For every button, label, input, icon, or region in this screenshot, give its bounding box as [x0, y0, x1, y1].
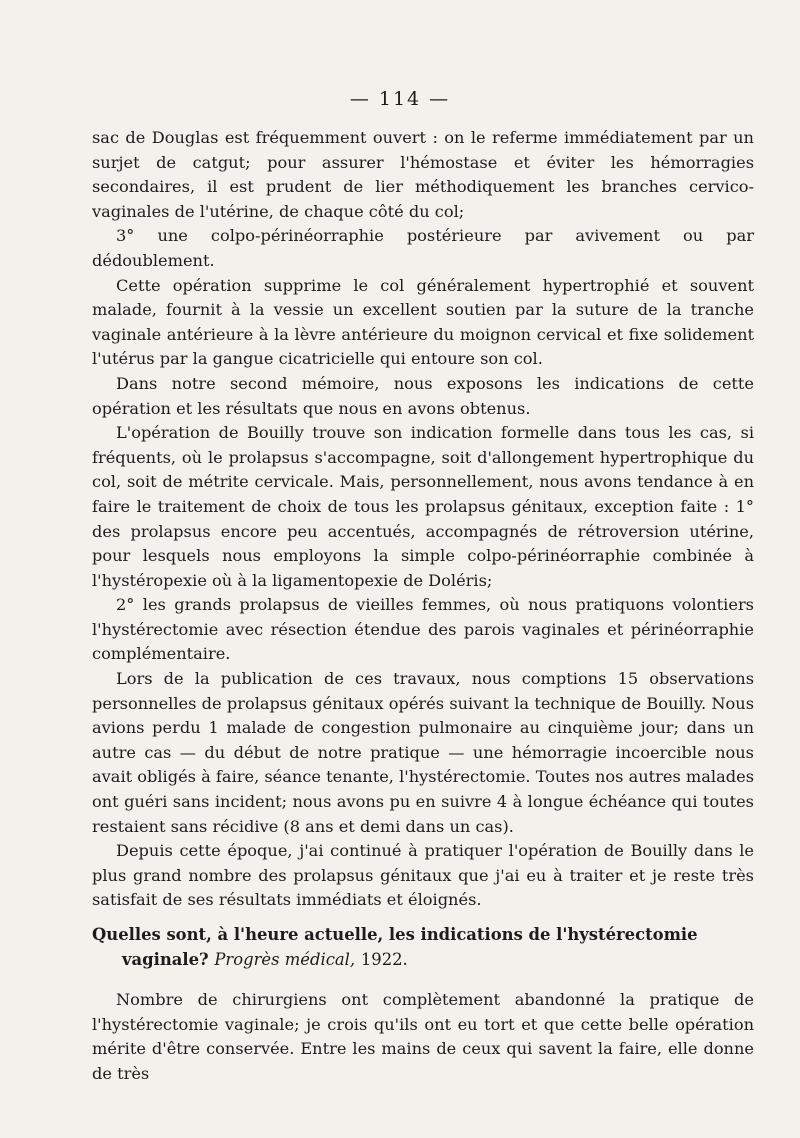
paragraph: 3° une colpo-périnéorraphie postérieure par avivement ou par dédoublement.	[92, 226, 754, 270]
publication-year: 1922.	[360, 950, 408, 969]
paragraph: L'opération de Bouilly trouve son indication formelle dans tous les cas, si fréquents, où le prolapsus s'accompagne, soit d'allongement hypertrophique du col, soit de métrite cervicale. Mais, personnellement, nous avons tendance à en faire le traitement de choix de tous les prolapsus génitaux, exception faite : 1° des prolapsus encore peu accentués, accompagnés de rétroversion utérine, pour lesquels nous employons la simple colpo-périnéorraphie combinée à l'hystéropexie où à la ligamentopexie de Doléris;	[92, 423, 754, 590]
page-number: — 114 —	[349, 88, 451, 110]
closing-text	[92, 988, 754, 1086]
paragraph: Nombre de chirurgiens ont complètement abandonné la pratique de l'hystérectomie vaginale; je crois qu'ils ont eu tort et que cette belle opération mérite d'être conservée. Entre les mains de ceux qui savent la faire, elle donne de très	[92, 990, 754, 1083]
paragraph: 2° les grands prolapsus de vieilles femmes, où nous pratiquons volontiers l'hystérectomie avec résection étendue des parois vaginales et périnéorraphie complémentaire.	[92, 595, 754, 664]
publication-source: Progrès médical,	[214, 950, 356, 969]
publication-heading	[92, 922, 757, 972]
publication-title: Quelles sont, à l'heure actuelle, les indications de l'hystérectomie vaginale?	[92, 925, 698, 969]
body-text	[92, 126, 754, 913]
paragraph-continuation: sac de Douglas est fréquemment ouvert : on le referme immédiatement par un surjet de catgut; pour assurer l'hémostase et éviter les hémorragies secondaires, il est prudent de lier méthodiquement les branches cervico-vaginales de l'utérine, de chaque côté du col;	[92, 128, 754, 221]
paragraph: Lors de la publication de ces travaux, nous comptions 15 observations personnelles de prolapsus génitaux opérés suivant la technique de Bouilly. Nous avions perdu 1 malade de congestion pulmonaire au cinquième jour; dans un autre cas — du début de notre pratique — une hémorragie incoercible nous avait obligés à faire, séance tenante, l'hystérectomie. Toutes nos autres malades ont guéri sans incident; nous avons pu en suivre 4 à longue échéance qui toutes restaient sans récidive (8 ans et demi dans un cas).	[92, 669, 754, 836]
paragraph: Dans notre second mémoire, nous exposons les indications de cette opération et les résultats que nous en avons obtenus.	[92, 373, 754, 418]
paragraph: Depuis cette époque, j'ai continué à pratiquer l'opération de Bouilly dans le plus grand nombre des prolapsus génitaux que j'ai eu à traiter et je reste très satisfait de ses résultats immédiats et éloignés.	[92, 841, 754, 910]
paragraph: Cette opération supprime le col généralement hypertrophié et souvent malade, fournit à la vessie un excellent soutien par la suture de la tranche vaginale antérieure à la lèvre antérieure du moignon cervical et fixe solidement l'utérus par la gangue cicatricielle qui entoure son col.	[92, 275, 754, 369]
